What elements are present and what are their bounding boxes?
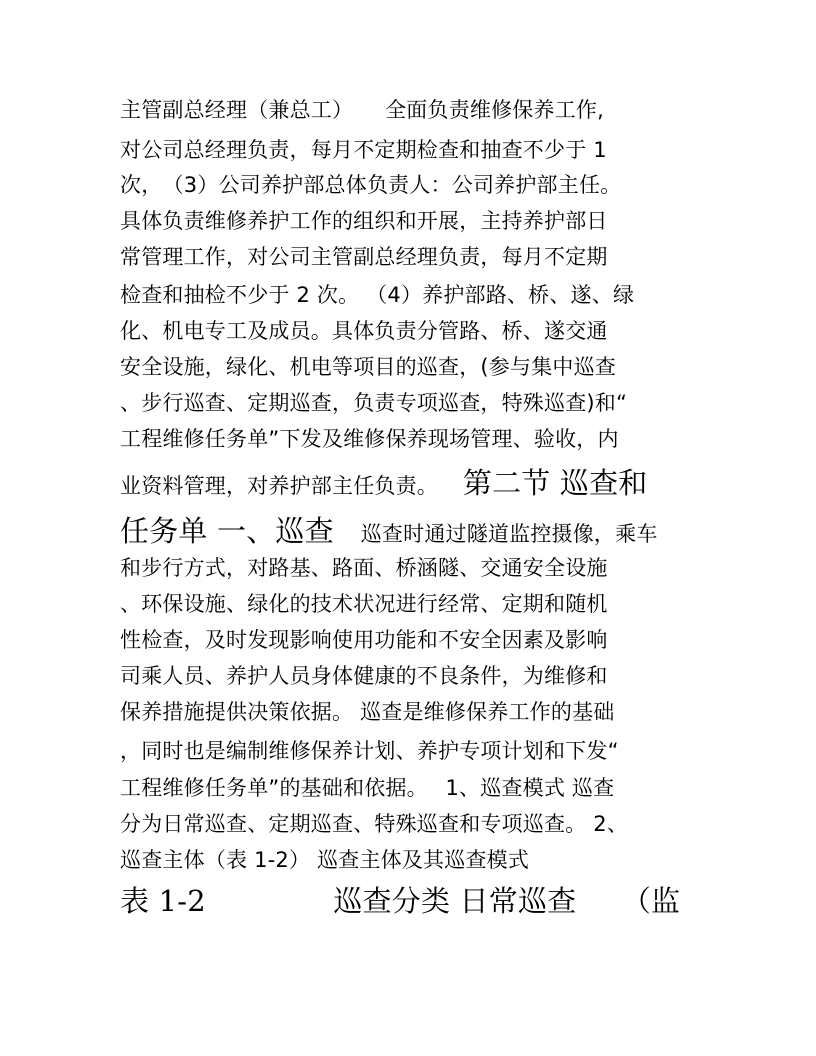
body-text-line: 分为日常巡查、定期巡查、特殊巡查和专项巡查。 2、 <box>120 812 629 836</box>
body-text-line: 和步行方式，对路基、路面、桥涵隧、交通安全设施 <box>120 556 608 580</box>
body-text-line: 对公司总经理负责，每月不定期检查和抽查不少于 1 <box>120 138 607 162</box>
body-text-line: 主管副总经理（兼总工） 全面负责维修保养工作, <box>120 98 604 122</box>
body-text-line: 检查和抽检不少于 2 次。 （4）养护部路、桥、遂、绿 <box>120 283 635 307</box>
body-text-line: 具体负责维修养护工作的组织和开展，主持养护部日 <box>120 209 608 233</box>
body-text-line: 巡查主体（表 1-2） 巡查主体及其巡查模式 <box>120 848 530 872</box>
body-text-line: 常管理工作，对公司主管副总经理负责，每月不定期 <box>120 245 608 269</box>
body-text-line: 安全设施，绿化、机电等项目的巡查，(参与集中巡查 <box>120 355 616 379</box>
section-heading-continuation: 任务单 一、巡查 <box>120 514 334 548</box>
body-text-line: 工程维修任务单”的基础和依据。 1、巡查模式 巡查 <box>120 776 615 800</box>
body-text-line: 性检查，及时发现影响使用功能和不安全因素及影响 <box>120 628 608 652</box>
body-text-line: 保养措施提供决策依据。 巡查是维修保养工作的基础 <box>120 700 615 724</box>
body-text-line <box>120 466 648 500</box>
table-header-cell: 巡查分类 日常巡查 <box>333 884 577 918</box>
table-caption-line <box>120 884 680 918</box>
body-text-line: 次， （3）公司养护部总体负责人：公司养护部主任。 <box>120 173 622 197</box>
table-caption: 表 1-2 <box>120 884 206 918</box>
body-text-segment: 巡查时通过隧道监控摄像，乘车 <box>360 522 658 546</box>
body-text-line: 化、机电专工及成员。具体负责分管路、桥、遂交通 <box>120 319 608 343</box>
body-text-line: 、环保设施、绿化的技术状况进行经常、定期和随机 <box>120 592 608 616</box>
body-text-line <box>120 514 658 548</box>
body-text-line: 司乘人员、养护人员身体健康的不良条件，为维修和 <box>120 664 608 688</box>
body-text-line: ，同时也是编制维修保养计划、养护专项计划和下发“ <box>120 739 619 763</box>
section-heading: 第二节 巡查和 <box>462 466 648 500</box>
body-text-segment: 业资料管理，对养护部主任负责。 <box>120 474 438 498</box>
body-text-line: 、步行巡查、定期巡查，负责专项巡查，特殊巡查)和“ <box>120 391 628 415</box>
body-text-line: 工程维修任务单”下发及维修保养现场管理、验收，内 <box>120 427 619 451</box>
table-header-cell: （监 <box>621 884 681 918</box>
